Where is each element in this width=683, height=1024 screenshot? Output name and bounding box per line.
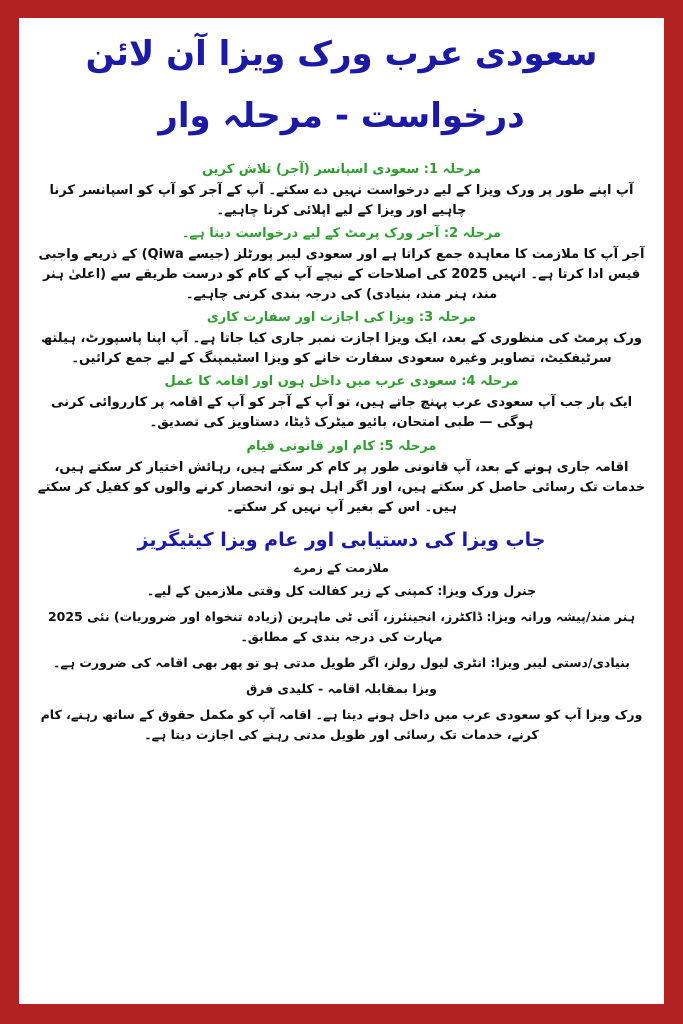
step-3-heading: مرحلہ 3: ویزا کی اجازت اور سفارت کاری [206,310,477,326]
basic-labor-visa-line: بنیادی/دستی لیبر ویزا: انٹری لیول رولز، اگر طویل مدتی ہو تو پھر بھی اقامہ کی ضرورت ہے۔ [53,654,630,670]
step-1-body: آپ اپنے طور پر ورک ویزا کے لیے درخواست نہیں دے سکتے۔ آپ کے آجر کو آپ کو اسپانسر کرنا چاہیے اور ویزا کے لیے اپلائی کرنا چاہیے۔ [49,182,634,218]
visa-vs-iqama-heading: ویزا بمقابلہ اقامہ - کلیدی فرق [246,680,437,696]
title-line-1: سعودی عرب ورک ویزا آن لائن [85,34,598,74]
step-5-body: اقامہ جاری ہونے کے بعد، آپ قانونی طور پر کام کر سکتے ہیں، رہائش اختیار کر سکتے ہیں، خدمات تک رسائی حاصل کر سکتے ہیں، اور اگر اہل ہو تو، انحصار کرنے والوں کو کفیل کر سکتے ہیں۔ اس کے بغیر آپ نہیں کر سکتے۔ [37,459,646,515]
title-line-2: درخواست - مرحلہ وار [158,95,525,136]
section-subheading: ملازمت کے زمرے [294,560,389,575]
step-4-body: ایک بار جب آپ سعودی عرب پہنچ جاتے ہیں، تو آپ کے آجر کو آپ کے اقامہ پر کارروائی کرنی ہوگی — طبی امتحان، بائیو میٹرک ڈیٹا، دستاویز کی تصدیق۔ [50,395,633,431]
section-title: جاب ویزا کی دستیابی اور عام ویزا کیٹیگریز [137,528,546,551]
document-frame [19,18,664,1004]
visa-vs-iqama-body: ورک ویزا آپ کو سعودی عرب میں داخل ہونے دیتا ہے۔ اقامہ آپ کو مکمل حقوق کے ساتھ رہنے، کام کرنے، خدمات تک رسائی اور طویل مدتی رہنے کی اجازت دیتا ہے۔ [40,706,643,742]
step-1-heading: مرحلہ 1: سعودی اسپانسر (آجر) تلاش کریں [201,161,482,177]
skilled-visa-line: ہنر مند/پیشہ ورانہ ویزا: ڈاکٹرز، انجینئرز، آئی ٹی ماہرین (زیادہ تنخواہ اور ضروریات) نئی 2025 مہارت کی درجہ بندی کے مطابق۔ [47,608,636,644]
step-2-body: آجر آپ کا ملازمت کا معاہدہ جمع کراتا ہے اور سعودی لیبر پورٹلز (جیسے Qiwa) کے ذریعے واجبی فیس ادا کرتا ہے۔ انہیں 2025 کی اصلاحات کے نیچے آپ کے کام کو درست طریقے سے (اعلیٰ ہنر مند، ہنر مند، بنیادی) کی درجہ بندی کرنی چاہیے۔ [38,246,645,303]
steps-list [19,162,664,745]
step-3-body: ورک پرمٹ کی منظوری کے بعد، ایک ویزا اجازت نمبر جاری کیا جاتا ہے۔ آپ اپنا پاسپورٹ، ہیلتھ سرٹیفکیٹ، تصاویر وغیرہ سعودی سفارت خانے کو ویزا اسٹیمپنگ کے لیے جمع کرائیں۔ [41,331,642,367]
step-5-heading: مرحلہ 5: کام اور قانونی قیام [246,438,437,454]
general-work-visa-line: جنرل ورک ویزا: کمپنی کے زیر کفالت کل وقتی ملازمین کے لیے۔ [146,582,537,598]
step-2-heading: مرحلہ 2: آجر ورک پرمٹ کے لیے درخواست دیتا ہے۔ [181,225,502,241]
step-4-heading: مرحلہ 4: سعودی عرب میں داخل ہوں اور اقامہ کا عمل [164,374,519,390]
page-title [29,32,654,140]
